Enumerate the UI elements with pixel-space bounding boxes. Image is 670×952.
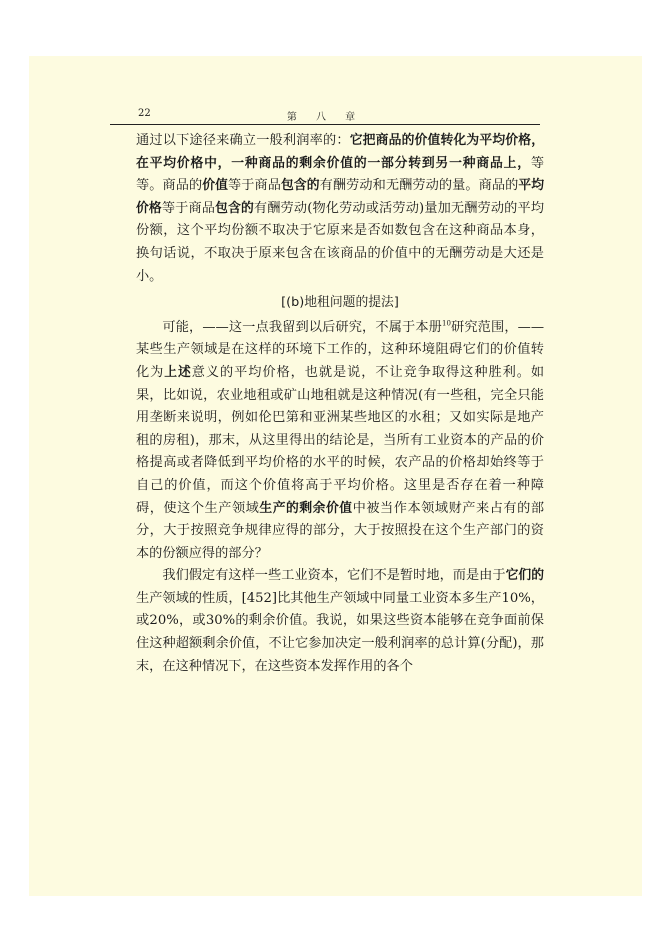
text-run: 意义的平均价格，也就是说，不让竞争取得这种胜利。如果，比如说，农业地租或矿山地租就是这种情况(有一些租，完全只能用垄断来说明，例如伦巴第和亚洲某些地区的水租；又如实际是地产租的房租)，那末，从这里得出的结论是，当所有工业资本的产品的价格提高或者降低到平均价格的水平的时候，农产品的价格却始终等于自己的价值，而这个价值将高于平均价格。这里是否存在着一种障碍，使这个生产领域: [136, 364, 545, 516]
emphasis: 价值: [202, 178, 228, 194]
text-run: 有酬劳动和无酬劳动的量。商品的: [319, 178, 519, 194]
text-run: 研究范围，——某些生产领域是在这样的环境下工作的，这种环境阻碍它们的价值转化为: [136, 319, 545, 380]
text-run: 有酬劳动(物化劳动或活劳动)量加无酬劳动的平均份额，这个平均份额不取决于它原来是否如数包含在这种商品本身，换句话说，不取决于原来包含在该商品的价值中的无酬劳动是大还是小。: [136, 200, 545, 284]
emphasis: 包含的: [215, 200, 254, 216]
text-run: 等于商品: [161, 200, 216, 216]
paragraph-1: [136, 130, 544, 288]
emphasis: 它们的: [505, 568, 545, 584]
text-run: 可能，——这一点我留到以后研究，不属于本册: [162, 319, 442, 335]
emphasis: 平均价格: [136, 178, 545, 216]
page-number: 22: [138, 108, 151, 119]
text-run: 中被当作本领域财产来占有的部分，大于按照竞争规律应得的部分，大于按照投在这个生产部门的资本的份额应得的部分？: [136, 500, 545, 561]
page-body: [136, 130, 544, 678]
text-run: 生产领域的性质，[452]比其他生产领域中同量工业资本多生产10%，或20%，或30%的剩余价值。我说，如果这些资本能够在竞争面前保住这种超额剩余价值，不让它参加决定一般利润率的总计算(分配)，那末，在这种情况下，在这些资本发挥作用的各个: [136, 590, 544, 674]
text-run: 等于商品: [228, 178, 282, 194]
section-heading: [(b)地租问题的提法]: [281, 295, 399, 311]
chapter-title: 第 八 章: [286, 112, 364, 123]
text-run: 我们假定有这样一些工业资本，它们不是暂时地，而是由于: [162, 568, 506, 584]
running-header: [110, 108, 540, 125]
text-run: 等等。商品的: [136, 155, 544, 194]
emphasis: 上述: [164, 364, 192, 380]
emphasis: 生产的剩余价值: [259, 500, 353, 516]
paragraph-3: [136, 565, 544, 678]
text-run: 通过以下途径来确立一般利润率的：: [136, 133, 350, 148]
emphasis: 它把商品的价值转化为平均价格，在平均价格中，一种商品的剩余价值的一部分转到另一种商品上，: [136, 133, 545, 171]
footnote-marker: 10: [441, 319, 451, 328]
paragraph-2: [136, 317, 544, 566]
emphasis: 包含的: [281, 178, 320, 194]
